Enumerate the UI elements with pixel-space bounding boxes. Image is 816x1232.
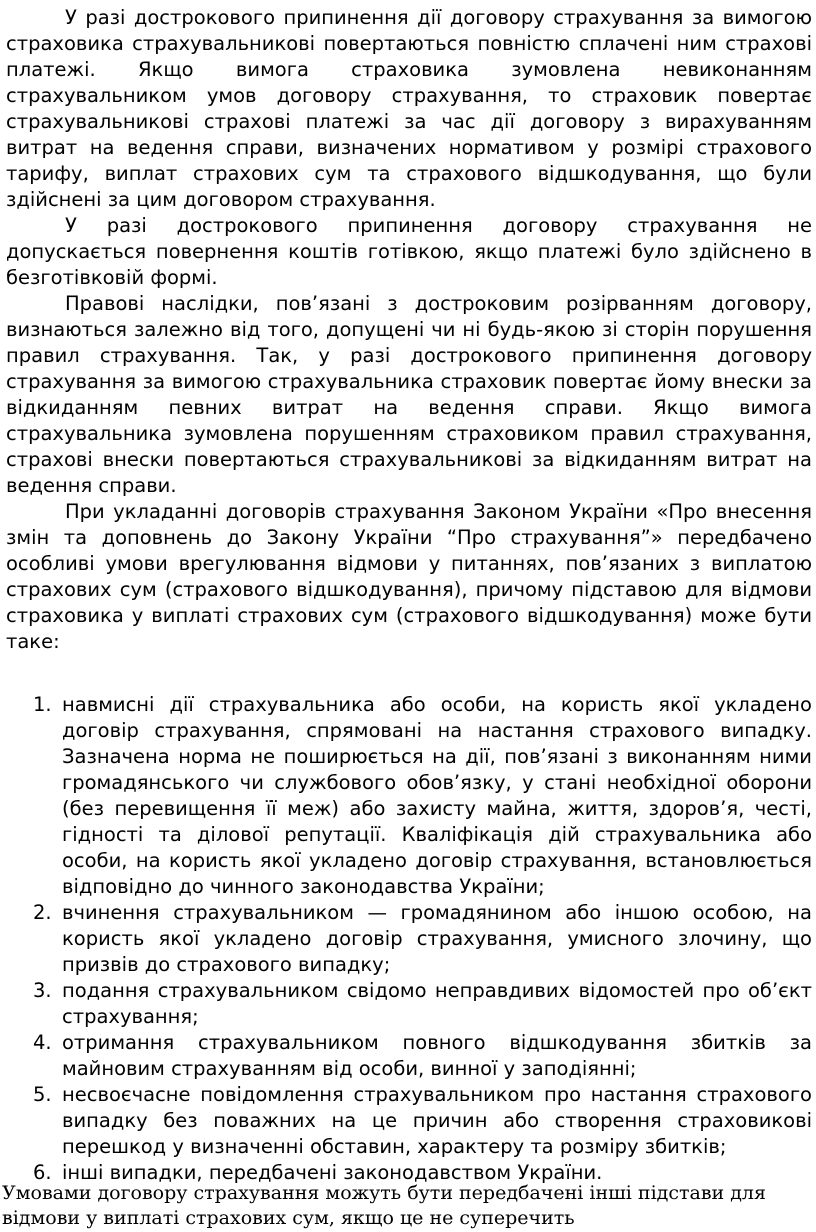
- main-text: [6, 5, 812, 1186]
- list-item: [6, 978, 812, 1030]
- list-item: [6, 692, 812, 900]
- footer-paragraph: Умовами договору страхування можуть бути передбачені інші підстави для відмови у виплаті страхових сум, якщо це не суперечить: [2, 1182, 766, 1229]
- paragraph-early-termination-insurer: У разі дострокового припинення дії договору страхування за вимогою страховика страхувальникові повертаються повністю сплачені ним страхові платежі. Якщо вимога страховика зумовлена невиконанням страхувальником умов договору страхування, то страховик повертає страхувальникові страхові платежі за час дії договору з вирахуванням витрат на ведення справи, визначених нормативом у розмірі страхового тарифу, виплат страхових сум та страхового відшкодування, що були здійснені за цим договором страхування.: [6, 6, 812, 211]
- list-item-text: вчинення страхувальником — громадянином або іншою особою, на користь якої укладено договір страхування, умисного злочину, що призвів до страхового випадку;: [62, 901, 812, 976]
- paragraph-legal-consequences: Правові наслідки, пов’язані з достроковим розірванням договору, визнаються залежно від того, допущені чи ні будь-якою зі сторін порушення правил страхування. Так, у разі дострокового припинення договору страхування за вимогою страхувальника страховик повертає йому внески за відкиданням певних витрат на ведення справи. Якщо вимога страхувальника зумовлена порушенням страховиком правил страхування, страхові внески повертаються страхувальникові за відкиданням витрат на ведення справи.: [6, 292, 812, 497]
- list-item-text: подання страхувальником свідомо неправдивих відомостей про об’єкт страхування;: [62, 979, 812, 1028]
- list-item: [6, 1082, 812, 1160]
- list-item-text: отримання страхувальником повного відшкодування збитків за майновим страхуванням від особи, винної у заподіянні;: [62, 1031, 812, 1080]
- list-item-text: інші випадки, передбачені законодавством України.: [62, 1161, 603, 1184]
- paragraph-cash-return: У разі дострокового припинення договору страхування не допускається повернення коштів готівкою, якщо платежі було здійснено в безготівковій формі.: [6, 214, 812, 289]
- list-item-number: 1.: [33, 693, 52, 716]
- list-item-number: 3.: [33, 979, 52, 1002]
- list-item-number: 5.: [33, 1083, 52, 1106]
- list-item: [6, 1030, 812, 1082]
- list-item-text: несвоєчасне повідомлення страхувальником про настання страхового випадку без поважних на це причин або створення страховикові перешкод у визначенні обставин, характеру та розміру збитків;: [62, 1083, 812, 1158]
- list-item-number: 6.: [33, 1161, 52, 1184]
- paragraph-refusal-grounds: При укладанні договорів страхування Законом України «Про внесення змін та доповнень до Закону України “Про страхування”» передбачено особливі умови врегулювання відмови у питаннях, пов’язаних з виплатою страхових сум (страхового відшкодування), причому підставою для відмови страховика у виплаті страхових сум (страхового відшкодування) може бути таке:: [6, 500, 812, 653]
- list-item-number: 4.: [33, 1031, 52, 1054]
- refusal-grounds-list: [6, 692, 812, 1186]
- list-item: [6, 900, 812, 978]
- list-item-number: 2.: [33, 901, 52, 924]
- list-item-text: навмисні дії страхувальника або особи, на користь якої укладено договір страхування, спрямовані на настання страхового випадку. Зазначена норма не поширюється на дії, пов’язані з виконанням ними громадянського чи службового обов’язку, у стані необхідної оборони (без перевищення її меж) або захисту майна, життя, здоров’я, честі, гідності та ділової репутації. Кваліфікація дій страхувальника або особи, на користь якої укладено договір страхування, встановлюється відповідно до чинного законодавства України;: [62, 693, 812, 898]
